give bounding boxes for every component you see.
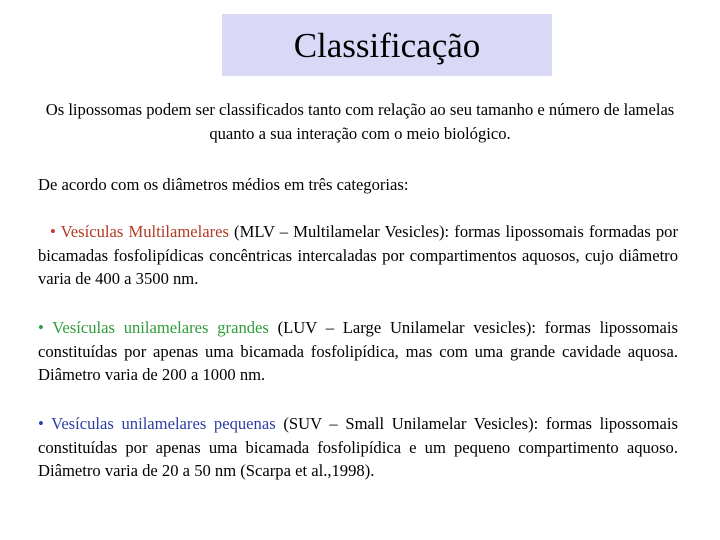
item-term: Vesículas unilamelares grandes: [52, 318, 269, 337]
item-text: (LUV – Large Unilamelar vesicles): formas lipossomais constituídas por apenas uma bicamada fosfolipídica, mas com uma grande cavidade aquosa. Diâmetro varia de 200 a 1000 nm.: [38, 318, 678, 384]
bullet-mark: •: [50, 222, 56, 241]
lead-sentence: De acordo com os diâmetros médios em três categorias:: [38, 175, 409, 194]
bullet-mark: •: [38, 318, 44, 337]
page-title: Classificação: [293, 25, 481, 65]
item-mlv: [38, 220, 678, 291]
item-term: Vesículas unilamelares pequenas: [51, 414, 276, 433]
item-luv: [38, 316, 678, 387]
intro-paragraph: Os lipossomas podem ser classificados tanto com relação ao seu tamanho e número de lamelas quanto a sua interação com o meio biológico.: [45, 100, 675, 143]
bullet-mark: •: [38, 414, 44, 433]
item-text: (MLV – Multilamelar Vesicles): formas lipossomais formadas por bicamadas fosfolipídicas concêntricas intercaladas por compartimentos aquosos, cujo diâmetro varia de 400 a 3500 nm.: [38, 222, 678, 288]
item-term: Vesículas Multilamelares: [60, 222, 229, 241]
item-text: (SUV – Small Unilamelar Vesicles): formas lipossomais constituídas por apenas uma bicamada fosfolipídica e um pequeno compartimento aquoso. Diâmetro varia de 20 a 50 nm (Scarpa et al.,1998).: [38, 414, 678, 480]
title-box: [222, 14, 552, 76]
item-suv: [38, 412, 678, 483]
